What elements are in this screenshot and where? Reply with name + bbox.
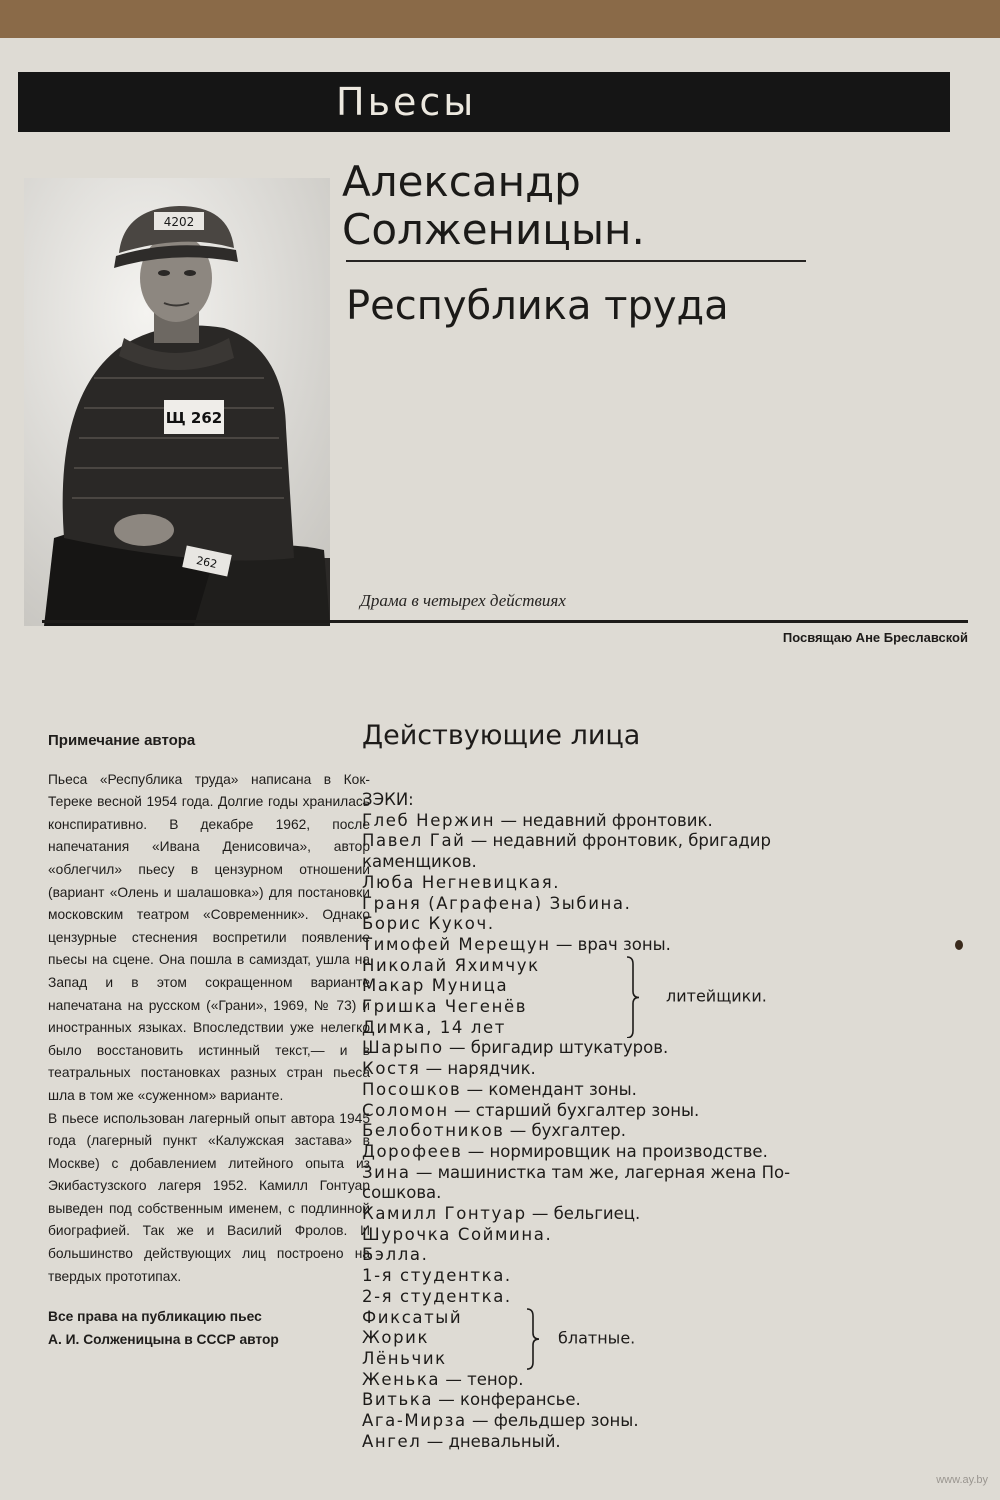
cast-description: — нормировщик на производстве. <box>462 1141 768 1161</box>
title-divider <box>346 260 806 262</box>
cast-name: Люба Негневицкая. <box>362 872 561 892</box>
cap-number-text: 4202 <box>163 215 195 229</box>
cast-name: Зина <box>362 1162 411 1182</box>
cast-description: — конферансье. <box>433 1390 581 1410</box>
foundry-workers-group <box>362 956 982 1039</box>
group-label: блатные. <box>558 1328 636 1348</box>
cast-name: Ага-Мирза <box>362 1411 467 1431</box>
cast-description: — бухгалтер. <box>504 1121 627 1141</box>
cast-entry <box>362 1390 982 1411</box>
cast-name: Лёньчик <box>362 1348 447 1368</box>
header-divider <box>42 620 968 623</box>
cast-entry <box>362 1308 982 1329</box>
cast-entry <box>362 935 982 956</box>
cast-name: Белоботников <box>362 1121 505 1141</box>
cast-name: Николай Яхимчук <box>362 955 540 975</box>
badge-number-text: Щ 262 <box>165 409 223 427</box>
cast-entry <box>362 1266 982 1287</box>
cast-entry <box>362 873 982 894</box>
cast-entry <box>362 1183 982 1204</box>
cast-entry <box>362 1142 982 1163</box>
cast-group-label: ЗЭКИ: <box>362 790 414 809</box>
cast-description: каменщиков. <box>362 852 477 872</box>
cast-description: — машинистка там же, лагерная жена По- <box>410 1162 791 1182</box>
cast-description: — фельдшер зоны. <box>466 1411 639 1431</box>
group-label: литейщики. <box>666 986 767 1006</box>
cast-entry <box>362 1432 982 1453</box>
section-banner <box>18 72 950 132</box>
author-last-name: Солженицын. <box>342 205 645 254</box>
cast-entry <box>362 1245 982 1266</box>
cast-name: Соломон <box>362 1100 449 1120</box>
cast-entry <box>362 956 982 977</box>
rights-notice <box>48 1306 370 1351</box>
cast-entry <box>362 1018 982 1039</box>
cast-description: — комендант зоны. <box>461 1079 637 1099</box>
cast-entry <box>362 831 982 852</box>
cast-entry <box>362 1225 982 1246</box>
cast-name: Борис Кукоч. <box>362 914 495 934</box>
cast-description: — дневальный. <box>421 1431 561 1451</box>
rights-line-1: Все права на публикацию пьес <box>48 1309 262 1325</box>
cast-entry <box>362 1411 982 1432</box>
cast-name: 2-я студентка. <box>362 1286 512 1306</box>
cast-description: — недавний фронтовик, бригадир <box>465 831 771 851</box>
group-brace <box>624 956 642 1039</box>
cast-description: — старший бухгалтер зоны. <box>448 1100 700 1120</box>
cast-entry <box>362 914 982 935</box>
cast-name: 1-я студентка. <box>362 1266 512 1286</box>
thieves-group <box>362 1308 982 1370</box>
cast-name: Витька <box>362 1390 434 1410</box>
cast-description: — бельгиец. <box>526 1204 641 1224</box>
note-heading: Примечание автора <box>48 732 196 749</box>
cast-name: Граня (Аграфена) Зыбина. <box>362 893 632 913</box>
cast-name: Шурочка Соймина. <box>362 1224 553 1244</box>
note-paragraph-1: Пьеса «Республика труда» написана в Кок-Тереке весной 1954 года. Долгие годы хранилась конспиративно. В декабре 1962, после напечатания «Ивана Денисовича», автор «облегчил» пьесу в цензурном отношении (вариант «Олень и шалашовка») для постановки московским театром «Современник». Однако цензурные стеснения воспретили появление пьесы на сцене. Она пошла в самиздат, ушла на Запад и в этом сокращенном варианте напечатана на русском («Грани», 1969, № 73) и иностранных языках. Впоследствии уже нелегко было восстановить истинный текст,— и в театральных постановках разных стран пьеса шла в том же «суженном» варианте. <box>48 771 370 1103</box>
cast-name: Костя <box>362 1059 421 1079</box>
cast-name: Макар Муница <box>362 976 509 996</box>
cast-name: Димка, 14 лет <box>362 1017 506 1037</box>
cast-entry <box>362 811 982 832</box>
cast-name: Жорик <box>362 1328 430 1348</box>
dedication: Посвящаю Ане Бреславской <box>782 630 968 645</box>
cast-entry <box>362 1204 982 1225</box>
cast-name: Фиксатый <box>362 1307 463 1327</box>
knee-number-text: 262 <box>195 553 219 572</box>
cast-entry <box>362 1101 982 1122</box>
cast-name: Бэлла. <box>362 1245 429 1265</box>
cast-name: Ангел <box>362 1431 422 1451</box>
author-name <box>342 158 782 254</box>
cast-entry <box>362 1080 982 1101</box>
cast-name: Посошков <box>362 1079 462 1099</box>
play-genre: Драма в четырех действиях <box>360 591 566 610</box>
cast-description: — нарядчик. <box>420 1059 536 1079</box>
cast-section <box>362 718 982 1453</box>
cast-description: сошкова. <box>362 1183 442 1203</box>
cast-description: — недавний фронтовик. <box>495 810 713 830</box>
cast-name: Женька <box>362 1369 441 1389</box>
cast-name: Камилл Гонтуар <box>362 1204 527 1224</box>
cast-entry <box>362 894 982 915</box>
play-title: Республика труда <box>346 283 729 329</box>
group-brace <box>524 1308 542 1370</box>
cast-entry <box>362 1121 982 1142</box>
author-photo <box>24 178 330 626</box>
cast-name: Тимофей Мерещун <box>362 934 551 954</box>
cast-heading: Действующие лица <box>362 720 641 751</box>
section-title: Пьесы <box>336 80 477 124</box>
watermark: www.ay.by <box>936 1474 988 1486</box>
cast-entry <box>362 1163 982 1184</box>
cast-description: — тенор. <box>440 1369 524 1389</box>
cast-description: — бригадир штукатуров. <box>443 1038 669 1058</box>
rights-line-2: А. И. Солженицына в СССР автор <box>48 1331 279 1347</box>
author-first-name: Александр <box>342 157 581 206</box>
cast-name: Глеб Нержин <box>362 810 496 830</box>
cast-entry <box>362 1038 982 1059</box>
magazine-page <box>0 38 1000 1500</box>
cast-entry <box>362 1287 982 1308</box>
cast-entry <box>362 852 982 873</box>
cast-list <box>362 790 982 1453</box>
cast-entry <box>362 1328 982 1349</box>
cast-name: Павел Гай <box>362 831 466 851</box>
ink-speck <box>955 940 963 950</box>
cast-name: Дорофеев <box>362 1141 463 1161</box>
note-paragraph-2: В пьесе использован лагерный опыт автора 1945 года (лагерный пункт «Калужская застава» в Москве) с добавлением литейного опыта из Экибастузского лагеря 1952. Камилл Гонтуар выведен под собственным именем, с подлинной биографией. Так же и Василий Фролов. И большинство действующих лиц построено на твердых прототипах. <box>48 1110 370 1284</box>
cast-name: Шарыпо <box>362 1038 444 1058</box>
cast-entry <box>362 1349 982 1370</box>
cast-description: — врач зоны. <box>550 934 671 954</box>
cast-entry <box>362 1370 982 1391</box>
author-portrait-image <box>24 178 330 626</box>
author-note <box>48 730 370 1351</box>
cast-entry <box>362 1059 982 1080</box>
cast-name: Гришка Чегенёв <box>362 997 528 1017</box>
